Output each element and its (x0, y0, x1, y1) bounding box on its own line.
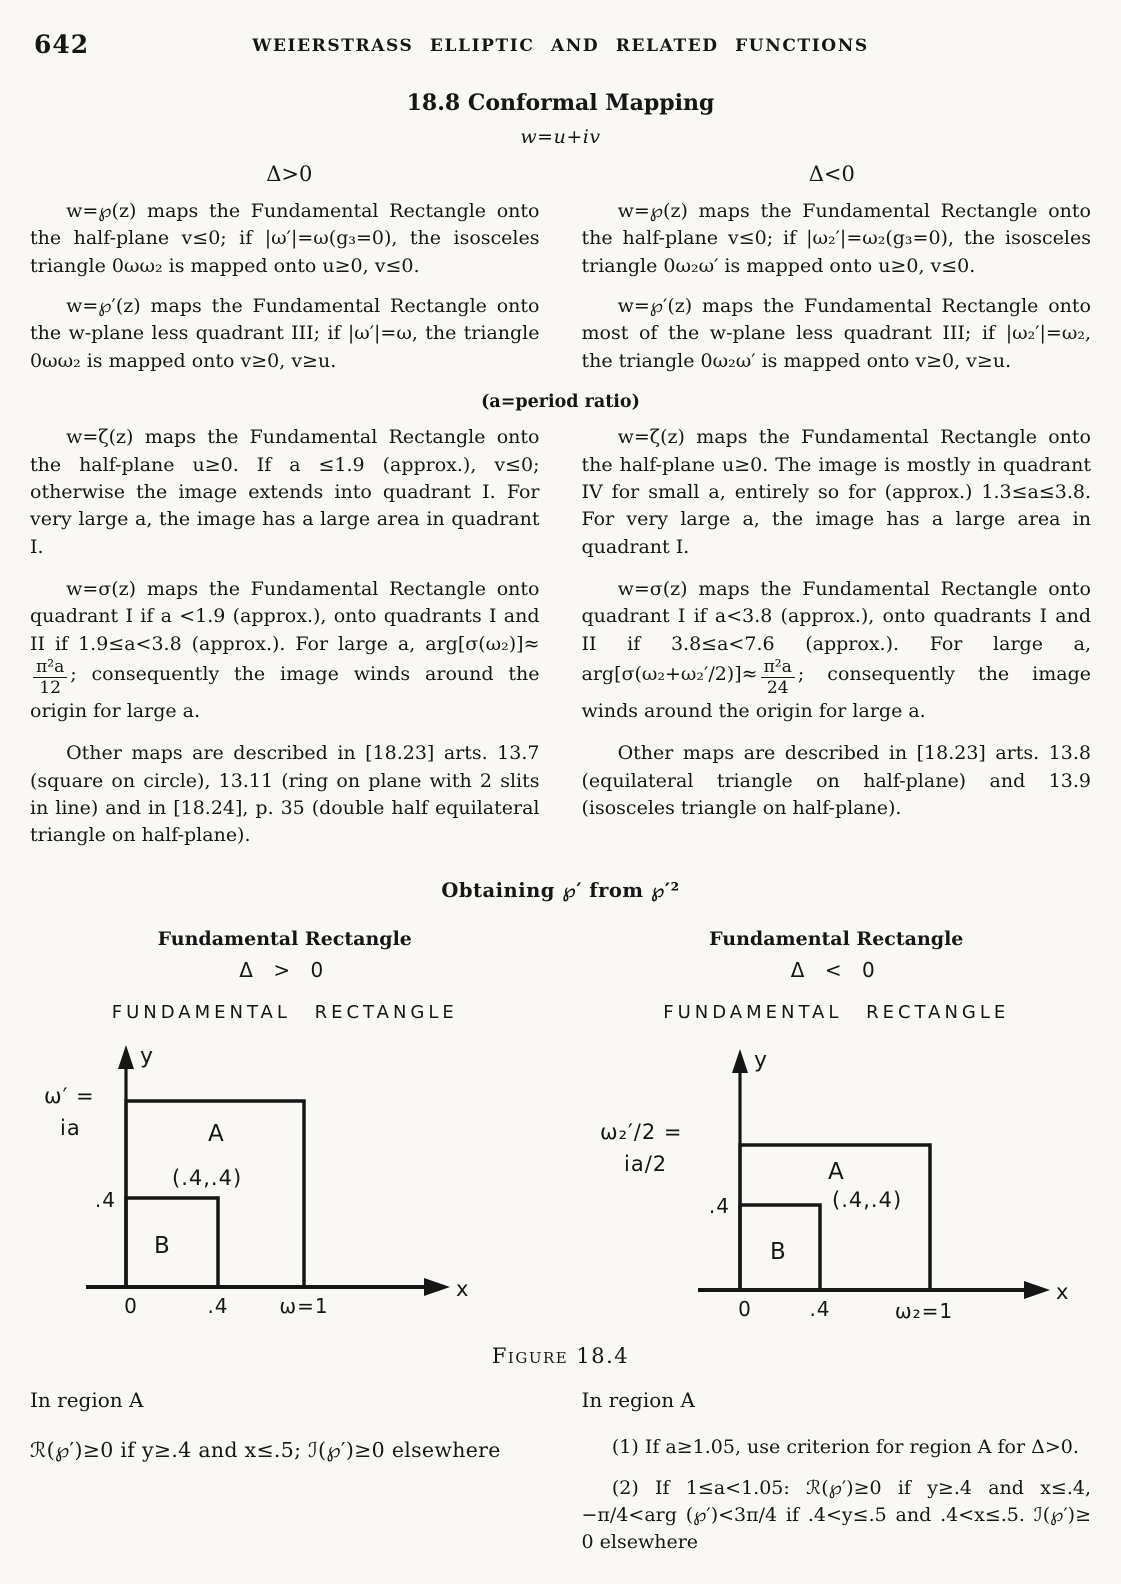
figure-subtitle: FUNDAMENTAL RECTANGLE (111, 1001, 458, 1023)
fraction-numerator: π²a (33, 658, 67, 678)
section-title: 18.8 Conformal Mapping (406, 90, 715, 116)
figures-row (18, 928, 1103, 1330)
figure-caption: Figure 18.4 (491, 1343, 630, 1368)
delta-headings-row (18, 162, 1103, 186)
page-number: 642 (34, 30, 90, 59)
left-column-main (30, 424, 540, 865)
region-a-label: A (208, 1120, 225, 1147)
sigma-paragraph-left (30, 576, 540, 725)
corner-point-label: (.4,.4) (831, 1187, 902, 1212)
x-axis-label: x (1055, 1279, 1069, 1304)
x-end-label: ω=1 (279, 1293, 329, 1318)
fraction-pi2a-12 (33, 658, 67, 698)
region-a-left-block (30, 1388, 540, 1556)
y-axis-arrowhead-icon (732, 1049, 748, 1073)
zeta-paragraph-right: w=ζ(z) maps the Fundamental Rectangle onto the half-plane u≥0. The image is mostly in quadrant IV for small a, entirely so for (approx.) 1.3≤a≤3.8. For very large a, the image has a large area in quadrant I. (581, 426, 1091, 558)
region-b-rectangle (126, 1198, 218, 1287)
fundamental-rectangle-diagram-negative (582, 1035, 1082, 1330)
figure-title: Fundamental Rectangle (157, 927, 412, 950)
figure-delta-condition: Δ > 0 (239, 957, 331, 982)
x-tick-label: .4 (207, 1293, 229, 1318)
region-a-right-block (582, 1388, 1092, 1556)
figure-subtitle: FUNDAMENTAL RECTANGLE (663, 1001, 1010, 1023)
other-maps-paragraph-right: Other maps are described in [18.23] arts. 13.8 (equilateral triangle on half-plane) and 13.9 (isosceles triangle on half-plane). (581, 742, 1091, 820)
sigma-right-pre: w=σ(z) maps the Fundamental Rectangle onto quadrant I if a<3.8 (approx.), onto quadrants I and II if 3.8≤a<7.6 (approx.). For large a, arg[σ(ω₂+ω₂′/2)]≈ (581, 577, 1091, 686)
p-prime-paragraph-right: w=℘′(z) maps the Fundamental Rectangle onto most of the w-plane less quadrant III; if |ω₂′|=ω₂, the triangle 0ω₂ω′ is mapped onto v≥0, v≥u. (581, 295, 1091, 372)
fraction-numerator: π²a (761, 658, 795, 678)
bottom-row (18, 1388, 1103, 1556)
delta-positive-heading: Δ>0 (266, 162, 313, 186)
corner-point-label: (.4,.4) (172, 1165, 243, 1190)
p-prime-paragraph-left: w=℘′(z) maps the Fundamental Rectangle onto the w-plane less quadrant III; if |ω′|=ω, the triangle 0ωω₂ is mapped onto v≥0, v≥u. (30, 295, 540, 372)
y-tick-label: .4 (94, 1187, 116, 1212)
x-axis-arrowhead-icon (424, 1278, 450, 1296)
fundamental-rectangle-diagram-positive (30, 1035, 480, 1325)
x-axis-label: x (456, 1276, 470, 1301)
sigma-left-pre: w=σ(z) maps the Fundamental Rectangle onto quadrant I if a <1.9 (approx.), onto quadrants I and II if 1.9≤a<3.8 (approx.). For large a, arg[σ(ω₂)]≈ (30, 577, 540, 655)
figure-title: Fundamental Rectangle (709, 927, 964, 950)
figure-delta-negative (582, 928, 1092, 1330)
fraction-pi2a-24 (761, 658, 795, 698)
running-head: WEIERSTRASS ELLIPTIC AND RELATED FUNCTIONS (252, 36, 869, 56)
region-a-criterion-2: (2) If 1≤a<1.05: ℛ(℘′)≥0 if y≥.4 and x≤.4, −π/4<arg (℘′)<3π/4 if .4<y≤.5 and .4<x≤.5. ℐ(℘′)≥ 0 elsewhere (581, 1476, 1091, 1553)
obtaining-heading: Obtaining ℘′ from ℘′² (441, 878, 680, 902)
fraction-denominator: 12 (39, 678, 62, 699)
y-tick-label: .4 (708, 1193, 730, 1218)
y-axis-arrowhead-icon (118, 1045, 134, 1069)
x-origin-label: 0 (737, 1296, 752, 1321)
region-a-label: A (827, 1158, 845, 1185)
p-function-paragraph-right: w=℘(z) maps the Fundamental Rectangle onto the half-plane v≤0; if |ω₂′|=ω₂(g₃=0), the isosceles triangle 0ω₂ω′ is mapped onto u≥0, v≤0. (581, 200, 1091, 277)
y-axis-label: y (140, 1043, 155, 1069)
other-maps-paragraph-left: Other maps are described in [18.23] arts. 13.7 (square on circle), 13.11 (ring on plane with 2 slits in line) and in [18.24], p. 35 (double half equilateral triangle on half-plane). (30, 742, 540, 847)
figure-delta-condition: Δ < 0 (790, 957, 882, 982)
intro-columns (18, 198, 1103, 390)
omega-prime-label-line1: ω′ = (44, 1083, 95, 1108)
sigma-paragraph-right (582, 576, 1092, 725)
region-a-criterion-1: (1) If a≥1.05, use criterion for region A for Δ>0. (611, 1435, 1079, 1458)
right-column-top (582, 198, 1092, 390)
region-b-label: B (769, 1238, 787, 1265)
region-a-formula-left: ℛ(℘′)≥0 if y≥.4 and x≤.5; ℐ(℘′)≥0 elsewhere (30, 1437, 501, 1462)
x-tick-label: .4 (808, 1296, 831, 1321)
delta-negative-heading: Δ<0 (808, 162, 855, 186)
fraction-denominator: 24 (766, 678, 789, 699)
figure-delta-positive (30, 928, 540, 1330)
left-column-top (30, 198, 540, 390)
omega-prime-label-line1: ω₂′/2 = (599, 1119, 682, 1144)
omega-prime-label-line2: ia/2 (623, 1151, 667, 1176)
period-ratio-note: (a=period ratio) (481, 392, 640, 413)
region-a-heading-left: In region A (30, 1387, 144, 1412)
zeta-paragraph-left: w=ζ(z) maps the Fundamental Rectangle onto the half-plane u≥0. If a ≤1.9 (approx.), v≤0; otherwise the image extends into quadrant I. For very large a, the image has a large area in quadrant I. (30, 426, 540, 558)
x-origin-label: 0 (124, 1293, 138, 1318)
formula-subtitle: w=u+iv (520, 126, 601, 148)
region-a-heading-right: In region A (581, 1387, 695, 1412)
y-axis-label: y (753, 1047, 768, 1073)
sigma-left-post: ; consequently the image winds around the origin for large a. (30, 663, 540, 722)
right-column-main (582, 424, 1092, 865)
main-columns (18, 424, 1103, 865)
x-axis-arrowhead-icon (1024, 1281, 1050, 1299)
sigma-right-post: ; consequently the image winds around the origin for large a. (581, 663, 1091, 722)
omega-prime-label-line2: ia (60, 1115, 81, 1140)
region-b-label: B (154, 1232, 171, 1259)
p-function-paragraph-left: w=℘(z) maps the Fundamental Rectangle onto the half-plane v≤0; if |ω′|=ω(g₃=0), the isosceles triangle 0ωω₂ is mapped onto u≥0, v≤0. (30, 200, 540, 277)
x-end-label: ω₂=1 (894, 1298, 953, 1323)
